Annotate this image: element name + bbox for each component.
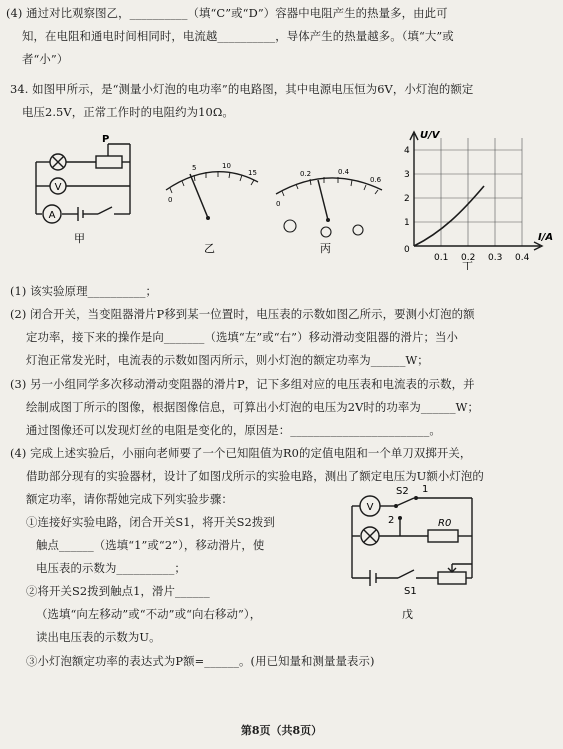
ammeter-dial-bing	[268, 160, 390, 262]
q34-part4-line1: (4) 完成上述实验后，小丽向老师要了一个已知阻值为R0的定值电阻和一个单刀双掷开关，	[10, 446, 472, 460]
q34-part1: (1) 该实验原理__________；	[10, 284, 158, 298]
graph-ytick-1: 1	[404, 218, 410, 228]
graph-ylabel: U/V	[420, 130, 440, 141]
q33-part4-line2: 知，在电阻和通电时间相同时，电流越__________，导体产生的热量越多。（填“大”或	[22, 29, 454, 43]
contact-2-label: 2	[388, 515, 395, 526]
graph-ytick-2: 2	[404, 194, 410, 204]
graph-ytick-4: 4	[404, 146, 410, 156]
q34-stem-line2: 电压2.5V，正常工作时的电阻约为10Ω。	[22, 105, 234, 119]
q34-part3-line3: 通过图像还可以发现灯丝的电阻是变化的，原因是：________________________。	[26, 423, 441, 437]
step2-line1: ②将开关S2拨到触点1，滑片______	[26, 584, 210, 598]
wu-voltmeter-label: V	[366, 502, 374, 513]
q34-part2-line1: (2) 闭合开关，当变阻器滑片P移到某一位置时，电压表的示数如图乙所示，要测小灯泡的额	[10, 307, 475, 321]
bing-scale-04: 0.4	[338, 168, 350, 176]
fig-bing-caption: 丙	[320, 242, 331, 255]
step1-line3: 电压表的示数为__________；	[36, 561, 186, 575]
q34-part2-line3: 灯泡正常发光时，电流表的示数如图丙所示，则小灯泡的额定功率为______W；	[26, 353, 429, 367]
q34-stem-line1: 34. 如图甲所示，是“测量小灯泡的电功率”的电路图，其中电源电压恒为6V，小灯泡的额定	[10, 82, 474, 96]
q34-part2-line2: 定功率，接下来的操作是向_______（选填“左”或“右”）移动滑动变阻器的滑片；当小	[26, 330, 458, 344]
graph-xlabel: I/A	[538, 232, 554, 243]
step1-line2: 触点______（选填“1”或“2”），移动滑片，使	[36, 538, 265, 552]
graph-xtick-03: 0.3	[488, 253, 503, 263]
yi-scale-15: 15	[248, 169, 257, 177]
q34-part4-line3: 额定功率，请你帮她完成下列实验步骤：	[26, 492, 233, 506]
q34-part4-line2: 借助部分现有的实验器材，设计了如图戊所示的实验电路，测出了额定电压为U额小灯泡的	[26, 469, 484, 483]
fig-wu-caption: 戊	[402, 608, 413, 621]
bing-scale-0: 0	[276, 200, 281, 208]
circuit-diagram-wu	[340, 478, 490, 626]
fig-ding-caption: 丁	[462, 260, 473, 270]
contact-1-label: 1	[422, 484, 429, 495]
q34-part3-line1: (3) 另一小组同学多次移动滑动变阻器的滑片P，记下多组对应的电压表和电流表的示数，并	[10, 377, 475, 391]
graph-ytick-3: 3	[404, 170, 410, 180]
fig-yi-caption: 乙	[204, 242, 215, 255]
yi-scale-0: 0	[168, 196, 173, 204]
switch-s2-label: S2	[396, 486, 409, 497]
bing-scale-02: 0.2	[300, 170, 312, 178]
step1-line1: ①连接好实验电路，闭合开关S1，将开关S2拨到	[26, 515, 275, 529]
graph-origin: 0	[404, 245, 410, 255]
graph-xtick-02: 0.2	[461, 253, 476, 263]
page-footer: 第8页（共8页）	[240, 724, 323, 737]
q33-part4-line3: 者“小”）	[22, 52, 69, 66]
step3-line: ③小灯泡额定功率的表达式为P额=______。(用已知量和测量量表示)	[26, 654, 375, 668]
voltmeter-dial-yi	[158, 150, 264, 260]
resistor-r0-label: R0	[438, 518, 452, 529]
circuit-diagram-jia	[28, 130, 138, 250]
ui-graph-ding	[392, 128, 560, 270]
fig-jia-caption: 甲	[74, 232, 85, 245]
slider-label: P	[102, 134, 110, 145]
graph-xtick-01: 0.1	[434, 253, 449, 263]
q33-part4-line1: (4) 通过对比观察图乙，__________（填“C”或“D”）容器中电阻产生的热量多，由此可	[6, 6, 448, 20]
q34-part3-line2: 绘制成图丁所示的图像，根据图像信息，可算出小灯泡的电压为2V时的功率为______W；	[26, 400, 479, 414]
step2-line3: 读出电压表的示数为U。	[36, 630, 161, 644]
yi-scale-5: 5	[192, 164, 197, 172]
switch-s1-label: S1	[404, 586, 417, 597]
bing-scale-06: 0.6	[370, 176, 382, 184]
graph-xtick-04: 0.4	[515, 253, 530, 263]
ammeter-label: A	[48, 210, 56, 221]
voltmeter-label: V	[54, 182, 62, 193]
yi-scale-10: 10	[222, 162, 231, 170]
step2-line2: （选填“向左移动”或“不动”或“向右移动”），	[36, 607, 262, 621]
